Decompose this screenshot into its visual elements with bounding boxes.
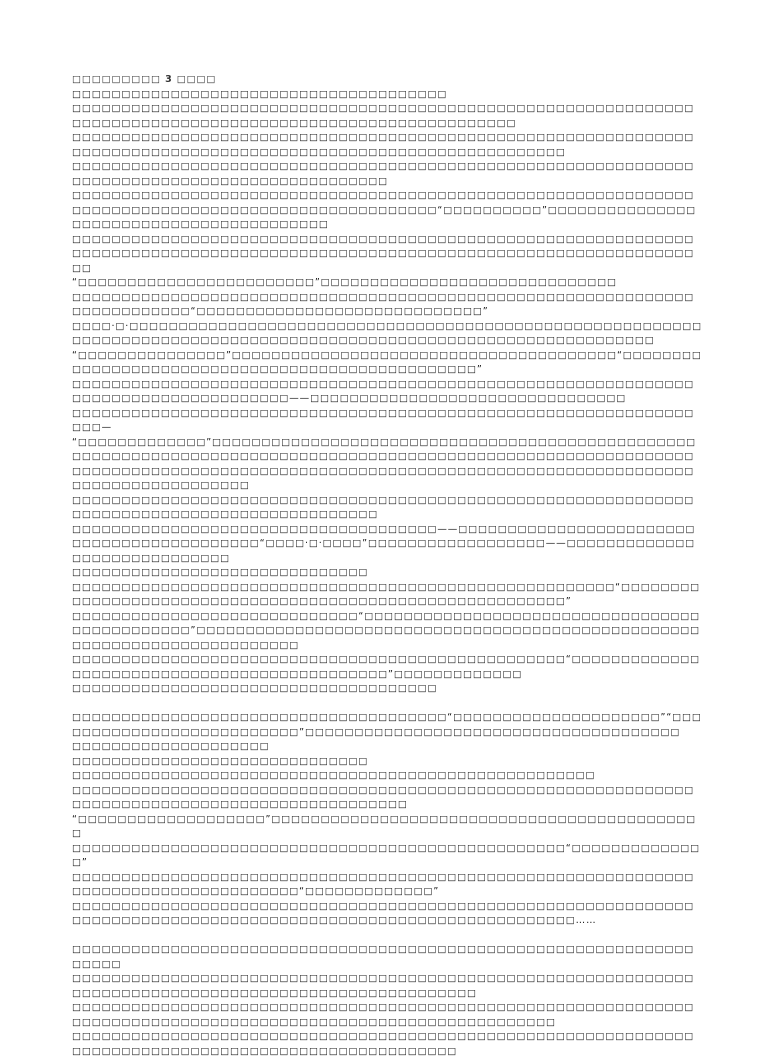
paragraph: □□□□□□□□□□□□□□□□□□□□□□□□□□□□□□□□□□□□□: [72, 682, 704, 697]
paragraph: □□□□□□□□□□□□□□□□□□□□□□□□□□□□□□□□□□□□□□“□□□□□□□□□□□□□□□□□□□□□”“□□□□□□□□□□□□□□□□□□□□□□□□□□”□□□□□□□□□□□□□□□□□□□□□□□□□□□□□□□□□□□□□□: [72, 711, 704, 740]
paragraph: □□□□□□□□□□□□□□□□□□□□□□□□□□□□□□□□□□□□□□□□□□□□□□□□□□□□□□□□□□□□□□□□□□□□□□□□□□□“□□□□□□□□□□□□□□□□□□□□□□□□□□□□□”: [72, 291, 704, 320]
paragraph: □□□□□□□□□□□□□□□□□□□□□□□□□□□□□□□□□□□□□□□□□□□□□□□□□□□□□□□□□□□□□□□□□□□□□□□□□□□□□□□□□□□□□□□□□□□□□□□: [72, 160, 704, 189]
paragraph: □□□□□□□□□□□□□□□□□□□□□□□□□□□□□□□□□□□□□□□□□□□□□□□□□□□□□□□□□□□□□□□□□□□□□□□□□□□□□□□□□□□□□□“□□□□□□□□□□□□□”: [72, 871, 704, 900]
paragraph: “□□□□□□□□□□□□□□□”□□□□□□□□□□□□□□□□□□□□□□□□□□□□□□□□□□□□□□□“□□□□□□□□□□□□□□□□□□□□□□□□□□□□□□□□□□□□□□□□□□□□□□□□□”: [72, 349, 704, 378]
paragraph: □□□□□□□□□□□□□□□□□□□□□□□□□□□□□□□□□□□□□□□□□□□□□□□□□□□□□□□□□□□□□□□□□□□□: [72, 943, 704, 972]
paragraph: □□□□□□□□□□□□□□□□□□□□□□□□□□□□□□: [72, 566, 704, 581]
paragraph-gap: [72, 929, 704, 944]
paragraph: □□□□□□□□□□□□□□□□□□□□□□□□□□□□□□□□□□□□□□□□□□□□□□□□□□□□□: [72, 769, 704, 784]
paragraph: □□□□□□□□□□□□□□□□□□□□□□□□□□□□□□□□□□□□□□□□□□□□□□□□□□□□□□□□□□□□□□□□□□□□□□□□□□□□□□□□□□□□□□□□□□□□□□□□□□□□□□□□□□□□□□□□: [72, 1001, 704, 1030]
paragraph: □□□□□□□□□□□□□□□□□□□□□□□□□□□□□□□□□□□□□□□□□□□□□□□□□□□□□□□□□□□□□□□□□□□□□□□□□□□□□□□□□□□□□□□□□□□□□□□□□□□□□□□□□□□□□□□□□□……: [72, 900, 704, 929]
paragraph-gap: [72, 697, 704, 712]
paragraph: □□□□□□□□□□□□□□□□□□□□□□□□□□□□□□□□□□□□□□□□□□□□□□□□□□“□□□□□□□□□□□□□□□□□□□□□□□□□□□□□□□□□□□□□□□□□□□□□”□□□□□□□□□□□□□: [72, 653, 704, 682]
paragraph: □□□□□□□□□□□□□□□□□□□□□□□□□□□□□□□□□□□□□□□□□□□□□□□□□□□□□□□□□□□□□□□□□□□□□□□□□□□□□□□□□□□□□□□□□□□□□□□□□□□□“□□□□□□□□□□”□□□□□□□□□□□□□□□□□□□□□□□□□□□□□□□□□□□□□□□□□: [72, 189, 704, 233]
paragraph: □□□□□□□□□□□□□□□□□□□□□□□□□□□□□□□□□□□□□□□□□□□□□□□□□□□□□□□□□□□□□□□□□□□□□□□□□□□□□□□□□□□□□□□□□□□□□□□□□□□□□□□□: [72, 972, 704, 1001]
paragraph: □□□□□□□□□□□□□□□□□□□□□□□□□□□□□□□□□□□□□□□□□□□□□□□□□□□□□□□□□□□□□□□□□□□□□□□□□□□□□□□□□□□□□□□□□□□□□□: [72, 494, 704, 523]
document-body: [72, 88, 704, 1059]
paragraph: □□□□□□□□□□□□□□□□□□□□□□□□□□□□□□□□□□□□□□: [72, 88, 704, 103]
paragraph: □□□□□□□□□□□□□□□□□□□□□□□□□□□□□“□□□□□□□□□□□□□□□□□□□□□□□□□□□□□□□□□□□□□□□□□□□□□□”□□□□□□□□□□□□□□□□□□□□□□□□□□□□□□□□□□□□□□□□□□□□□□□□□□□□□□□□□□□□□□□□□□□□□□□□□□: [72, 610, 704, 654]
paragraph: □□□□□□□□□□□□□□□□□□□□□□□□□□□□□□□□□□□□□□□□□□□□□□□□□□□□□□□□□□□□□□□□□□□□□□□□□□□□□□□□□□□□□□□□□□□□□□□□□□□□□□□□□□□□□□□□□: [72, 131, 704, 160]
paragraph: □□□□□□□□□□□□□□□□□□□□□□□□□□□□□□□□□□□□□——□□□□□□□□□□□□□□□□□□□□□□□□□□□□□□□□□□□□□□□□□□□“□□□□·□·□□□□”□□□□□□□□□□□□□□□□□□——□□□□□□□□□□□□□□□□□□□□□□□□□□□□□: [72, 523, 704, 567]
paragraph: □□□□□□□□□□□□□□□□□□□□□□□□□□□□□□□□□□□□□□□□□□□□□□□□□□□□□□□□□□□□□□□□□□□□□□□□□□□□□□□□□□□□□□□□□□□□□□□□□□□□□□□□□□□□□□□□□□□□□□□□□□□□□□□□: [72, 233, 704, 277]
paragraph: □□□□·□·□□□□□□□□□□□□□□□□□□□□□□□□□□□□□□□□□□□□□□□□□□□□□□□□□□□□□□□□□□□□□□□□□□□□□□□□□□□□□□□□□□□□□□□□□□□□□□□□□□□□□□□□□□□□□□□□□□□□□: [72, 320, 704, 349]
paragraph: □□□□□□□□□□□□□□□□□□□□□□□□□□□□□□□□□□□□□□□□□□□□□□□□□□□□□□□□□□□□□□□□□□□□□□□□□□□□□□□□□□□□□□□□□□□□□□□□□□□□□□: [72, 1030, 704, 1059]
paragraph: □□□□□□□□□□□□□□□□□□□□□□□□□□□□□□□□□□□□□□□□□□□□□□□□□□□□□□□□□□□□□□□□□□□□□□□□□□□□□□□□□□□□□□□□□□□□□□□□□: [72, 784, 704, 813]
paragraph: □□□□□□□□□□□□□□□□□□□□□□□□□□□□□□□□□□□□□□□□□□□□□□□□□□□□□□□□□□□□□□□□□□—: [72, 407, 704, 436]
paragraph: □□□□□□□□□□□□□□□□□□□□□□□□□□□□□□□□□□□□□□□□□□□□□□□□□□□□□□□□□□□□□□□□□□□□□□□□□□□□□□□□□□□□□□□□□□□□□□□□□□□□□□□□□□□□: [72, 102, 704, 131]
paragraph: “□□□□□□□□□□□□□□□□□□□□□□□□”□□□□□□□□□□□□□□□□□□□□□□□□□□□□□□: [72, 276, 704, 291]
paragraph: □□□□□□□□□□□□□□□□□□□□□□□□□□□□□□□□□□□□□□□□□□□□□□□□□□“□□□□□□□□□□□□□□”: [72, 842, 704, 871]
paragraph: □□□□□□□□□□□□□□□□□□□□: [72, 740, 704, 755]
document-page: [72, 73, 704, 1059]
chapter-title: □□□□□□□□□ 3 □□□□: [72, 73, 704, 88]
paragraph: □□□□□□□□□□□□□□□□□□□□□□□□□□□□□□□□□□□□□□□□□□□□□□□□□□□□□□□“□□□□□□□□□□□□□□□□□□□□□□□□□□□□□□□□□□□□□□□□□□□□□□□□□□□□□□□□□□”: [72, 581, 704, 610]
paragraph: “□□□□□□□□□□□□□”□□□□□□□□□□□□□□□□□□□□□□□□□□□□□□□□□□□□□□□□□□□□□□□□□□□□□□□□□□□□□□□□□□□□□□□□□□□□□□□□□□□□□□□□□□□□□□□□□□□□□□□□□□□□□□□□□□□□□□□□□□□□□□□□□□□□□□□□□□□□□□□□□□□□□□□□□□□□□□□□□□□□□□□□□□□□□□□□□□□□□□□□□□□□□□□□□: [72, 436, 704, 494]
paragraph: “□□□□□□□□□□□□□□□□□□□”□□□□□□□□□□□□□□□□□□□□□□□□□□□□□□□□□□□□□□□□□□□□: [72, 813, 704, 842]
paragraph: □□□□□□□□□□□□□□□□□□□□□□□□□□□□□□: [72, 755, 704, 770]
paragraph: □□□□□□□□□□□□□□□□□□□□□□□□□□□□□□□□□□□□□□□□□□□□□□□□□□□□□□□□□□□□□□□□□□□□□□□□□□□□□□□□□□□□□——□□□□□□□□□□□□□□□□□□□□□□□□□□□□□□□□: [72, 378, 704, 407]
